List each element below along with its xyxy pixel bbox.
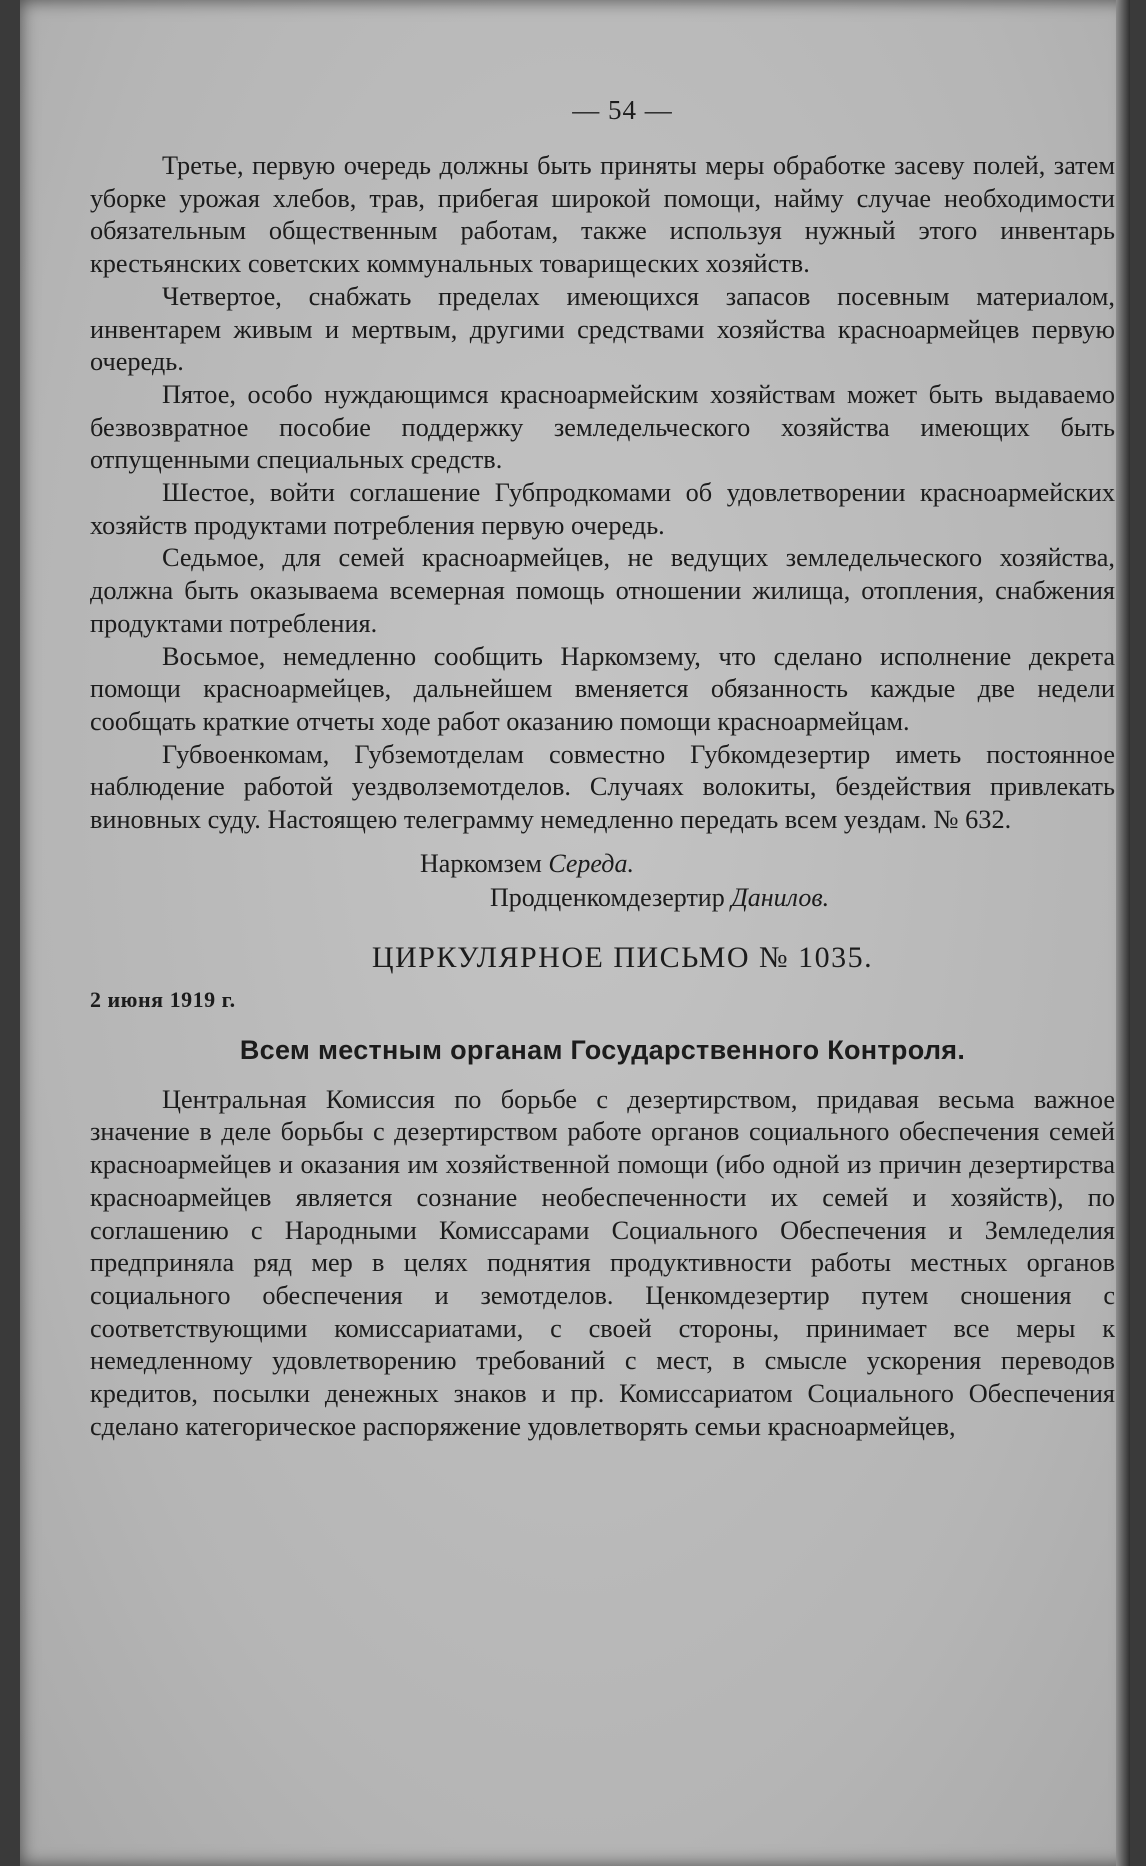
signature-role: Продценкомдезертир [490,882,725,912]
paragraph-sixth: Шестое, войти соглашение Губпродкомами об удовлетворении красноармейских хозяйств продуктами потребления первую очередь. [90,478,1115,540]
signature-name: Середа. [548,848,634,878]
paragraph-fourth: Четвертое, снабжать пределах имеющихся запасов посевным материалом, инвентарем живым и мертвым, другими средствами хозяйства красноармейцев первую очередь. [90,281,1115,377]
signature-block [90,847,1115,915]
paragraph-eighth: Восьмое, немедленно сообщить Наркомзему, что сделано исполнение декрета помощи красноармейцев, дальнейшем вменяется обязанность каждые две недели сообщать краткие отчеты ходе работ оказанию помощи красноармейцам. [90,641,1115,736]
circular-letter-title: ЦИРКУЛЯРНОЕ ПИСЬМО № 1035. [371,940,874,974]
addressee-heading: Всем местным органам Государственного Контроля. [239,1034,966,1065]
signature-role: Наркомзем [420,848,542,878]
signature-prodcenkom [90,881,1115,915]
paragraph-third: Третье, первую очередь должны быть приняты меры обработке засеву полей, затем уборке урожая хлебов, трав, прибегая широкой помощи, найму случае необходимости обязательным общественным работам, также используя нужный этого инвентарь крестьянских советских коммунальных товарищеских хозяйств. [90,151,1115,279]
paragraph-instructions: Губвоенкомам, Губземотделам совместно Губкомдезертир иметь постоянное наблюдение работой уездволземотделов. Случаях волокиты, бездействия привлекать виновных суду. Настоящею телеграмму немедленно передать всем уездам. № 632. [90,739,1115,835]
paragraph-seventh: Седьмое, для семей красноармейцев, не ведущих земледельческого хозяйства, должна быть оказываема всемерная помощь отношении жилища, отопления, снабжения продуктами потребления. [90,543,1115,638]
page-number: — 54 — [572,95,673,125]
signature-narkomzem [90,847,1115,881]
signature-name: Данилов. [731,882,830,912]
scanned-page [20,0,1130,1866]
page-content [90,95,1115,1444]
scan-edge [1116,0,1130,1866]
paragraph-fifth: Пятое, особо нуждающимся красноармейским хозяйствам может быть выдаваемо безвозвратное пособие поддержку земледельческого хозяйства имеющих быть отпущенными специальных средств. [90,379,1115,475]
paragraph-circular-body: Центральная Комиссия по борьбе с дезертирством, придавая весьма важное значение в деле борьбы с дезертирством работе органов социального обеспечения семей красноармейцев и оказания им хозяйственной помощи (ибо одной из причин дезертирства красноармейцев является сознание необеспеченности их семей и хозяйств), по соглашению с Народными Комиссарами Социального Обеспечения и Земледелия предприняла ряд мер в целях поднятия продуктивности работы местных органов социального обеспечения и земотделов. Ценкомдезертир путем сношения с соответствующими комиссариатами, с своей стороны, принимает все меры к немедленному удовлетворению требований с мест, в смысле ускорения переводов кредитов, посылки денежных знаков и пр. Комиссариатом Социального Обеспечения сделано категорическое распоряжение удовлетворять семьи красноармейцев, [90,1084,1115,1441]
document-date: 2 июня 1919 г. [90,986,236,1012]
